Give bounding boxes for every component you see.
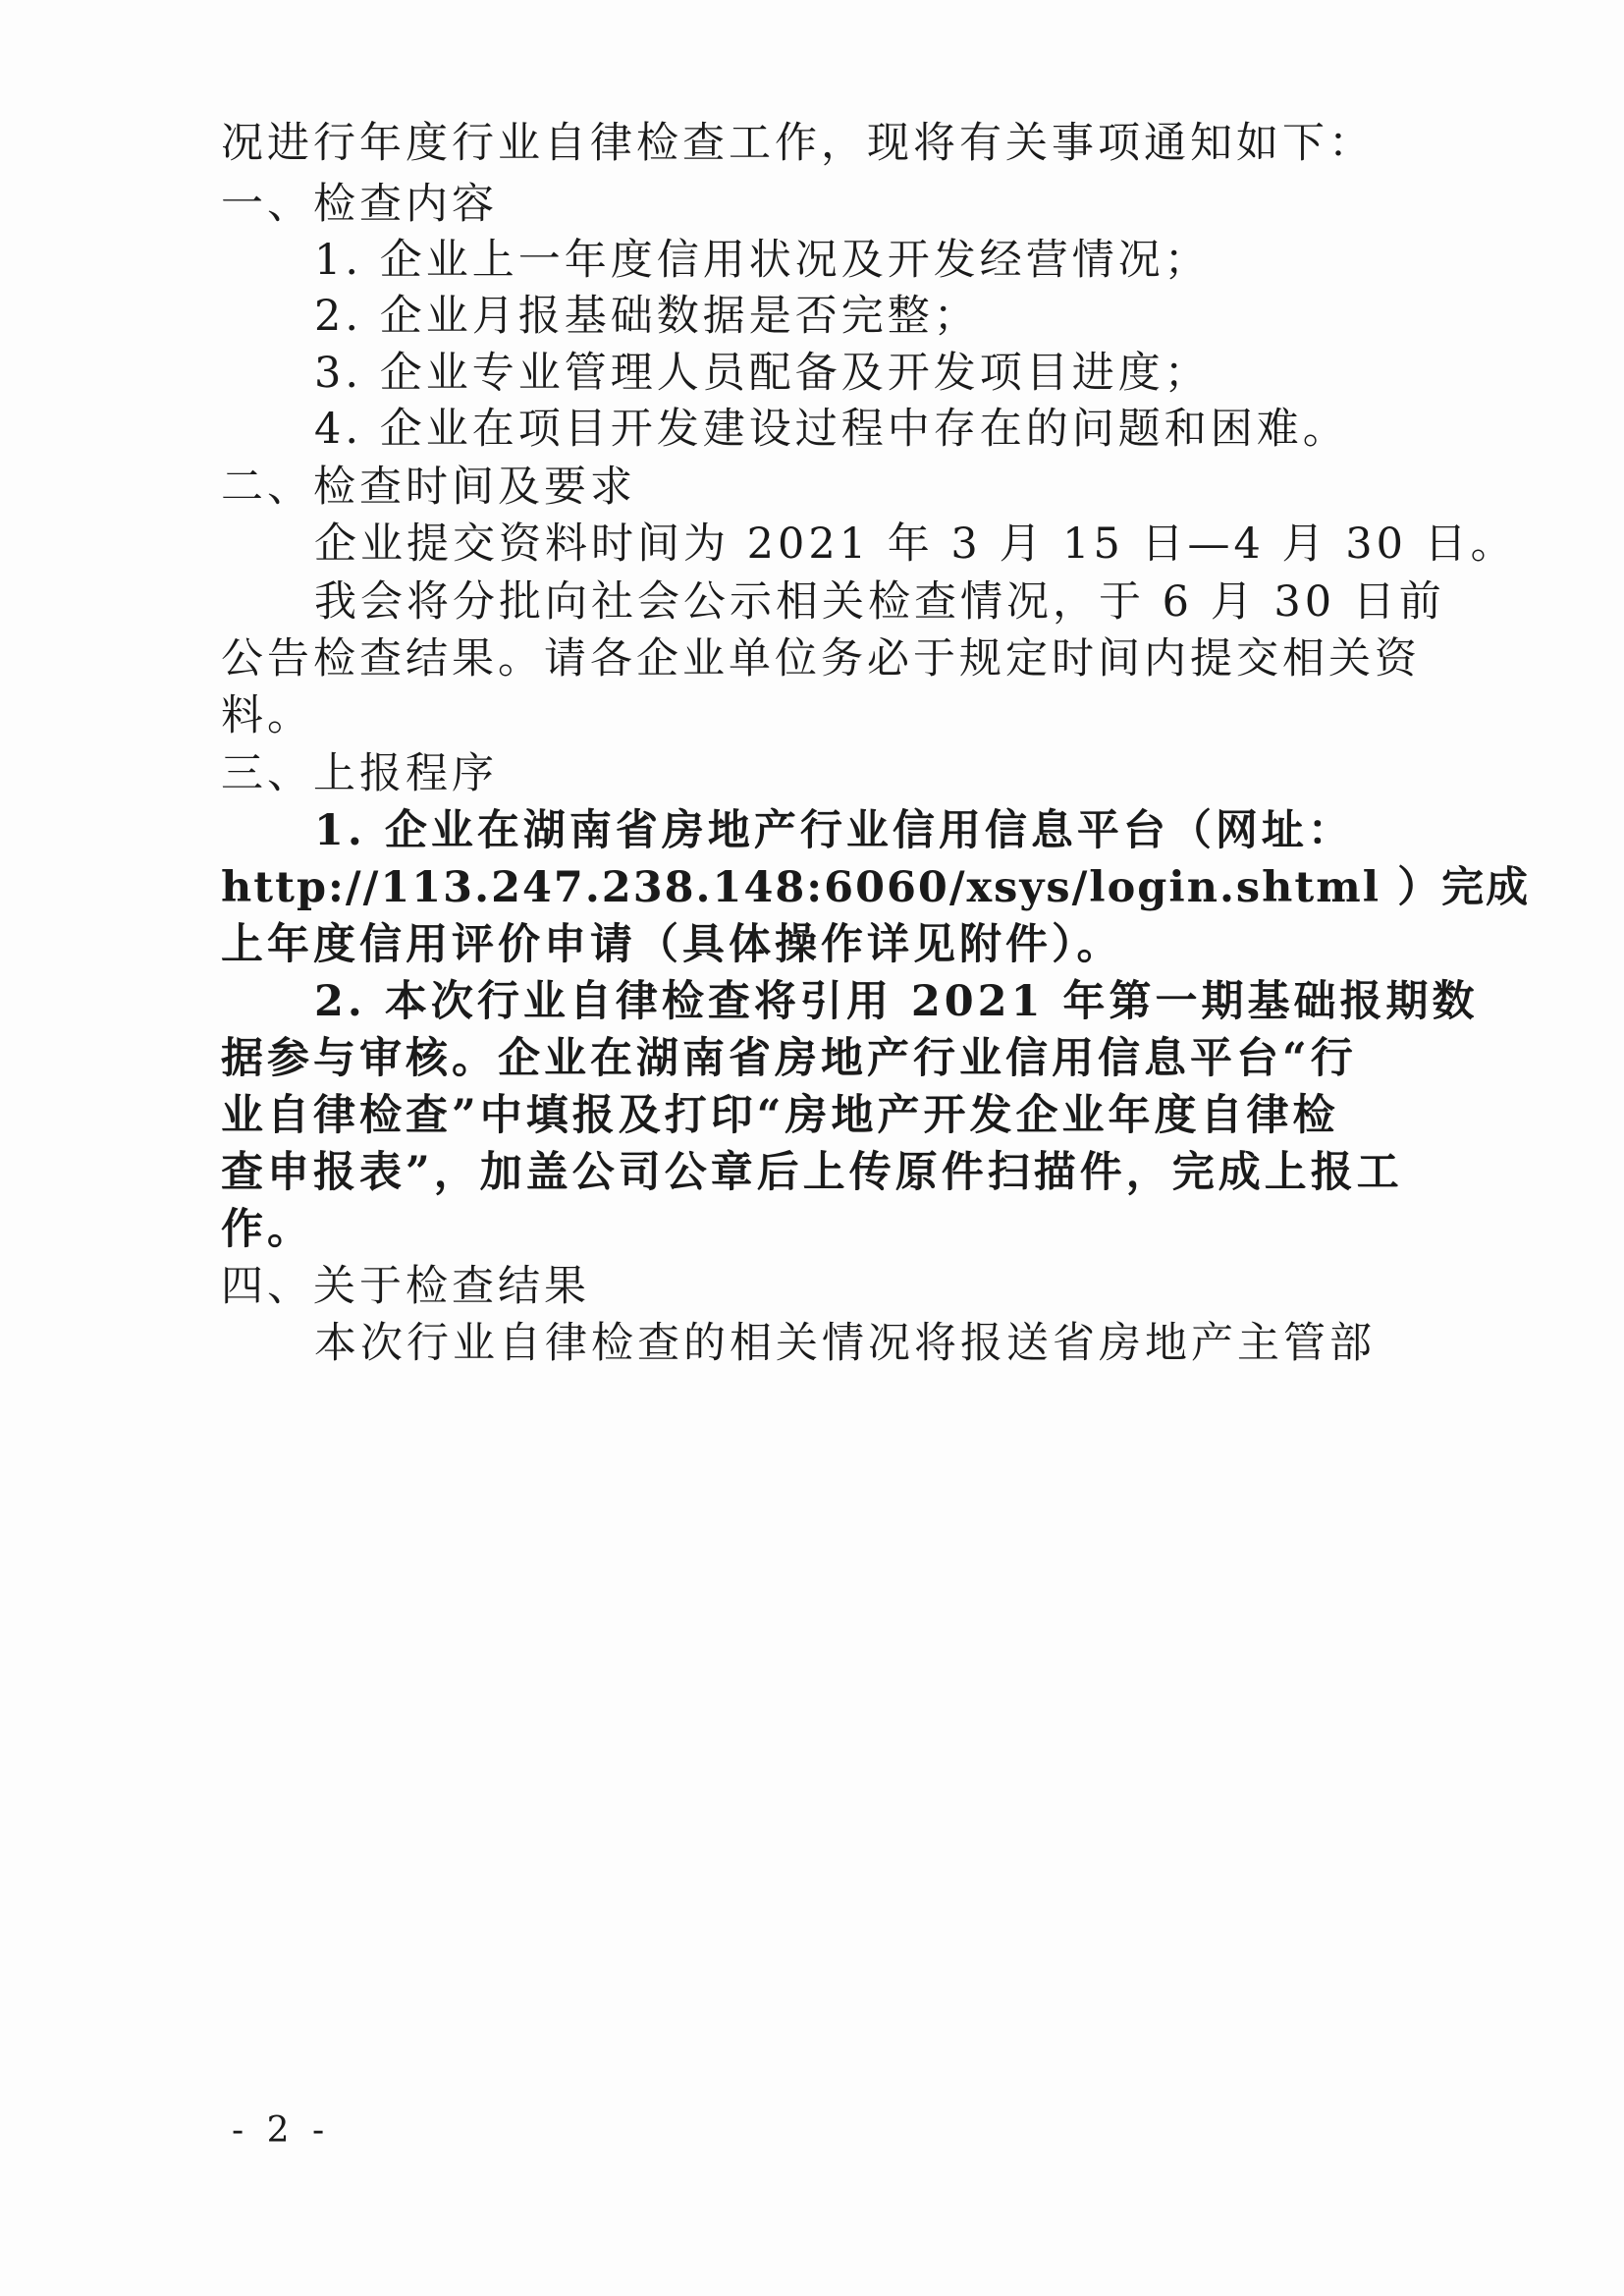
body-text-line: 2. 本次行业自律检查将引用 2021 年第一期基础报期数 — [314, 977, 1479, 1026]
body-text-line: 作。 — [221, 1205, 313, 1254]
body-text-line: 况进行年度行业自律检查工作，现将有关事项通知如下： — [221, 119, 1375, 168]
section-heading-inspection-results: 四、关于检查结果 — [221, 1262, 590, 1311]
body-text-line: 查申报表”，加盖公司公章后上传原件扫描件，完成上报工 — [221, 1148, 1403, 1197]
body-text-line: 我会将分批向社会公示相关检查情况，于 6 月 30 日前 — [314, 577, 1445, 627]
section-heading-inspection-content: 一、检查内容 — [221, 180, 498, 229]
body-text-line: 公告检查结果。请各企业单位务必于规定时间内提交相关资 — [221, 634, 1421, 683]
list-item: 3. 企业专业管理人员配备及开发项目进度； — [314, 349, 1211, 398]
body-text-line: 上年度信用评价申请（具体操作详见附件）。 — [221, 920, 1123, 969]
body-text-line: 据参与审核。企业在湖南省房地产行业信用信息平台“行 — [221, 1034, 1357, 1083]
platform-url: http://113.247.238.148:6060/xsys/login.shtml ）完成 — [221, 863, 1531, 912]
body-text-line: 业自律检查”中填报及打印“房地产开发企业年度自律检 — [221, 1091, 1339, 1140]
body-text-line: 1. 企业在湖南省房地产行业信用信息平台（网址： — [314, 806, 1354, 855]
body-text-line: 企业提交资料时间为 2021 年 3 月 15 日—4 月 30 日。 — [314, 519, 1517, 569]
list-item: 4. 企业在项目开发建设过程中存在的问题和困难。 — [314, 405, 1349, 454]
section-heading-report-procedure: 三、上报程序 — [221, 749, 498, 798]
body-text-line: 本次行业自律检查的相关情况将报送省房地产主管部 — [314, 1319, 1376, 1368]
page-number: - 2 - — [232, 2110, 331, 2151]
list-item: 2. 企业月报基础数据是否完整； — [314, 292, 980, 341]
body-text-line: 料。 — [221, 691, 313, 740]
list-item: 1. 企业上一年度信用状况及开发经营情况； — [314, 236, 1211, 285]
section-heading-time-requirements: 二、检查时间及要求 — [221, 463, 636, 512]
